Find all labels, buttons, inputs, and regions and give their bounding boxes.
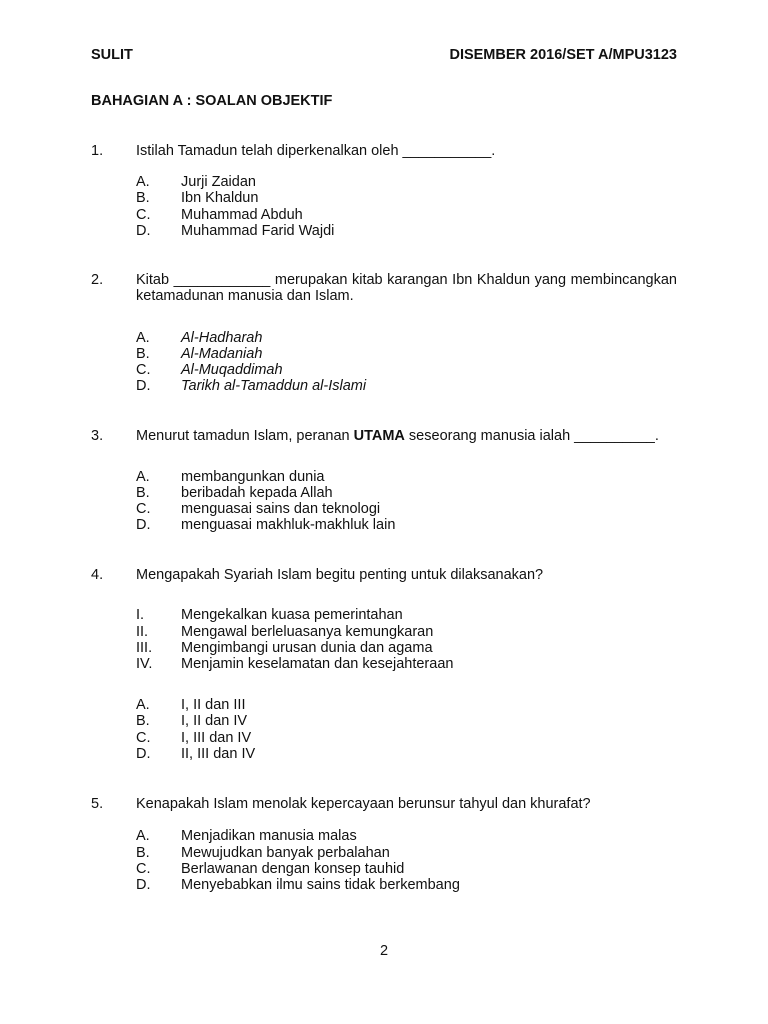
option-text: Muhammad Farid Wajdi	[181, 223, 335, 239]
option-text: Menjadikan manusia malas	[181, 828, 357, 844]
header-classification: SULIT	[91, 47, 133, 63]
option-label: D.	[136, 223, 151, 239]
option-label: B.	[136, 346, 150, 362]
option-text: Al-Muqaddimah	[181, 362, 283, 378]
option-text: Muhammad Abduh	[181, 207, 303, 223]
page-number: 2	[379, 943, 389, 959]
section-title: BAHAGIAN A : SOALAN OBJEKTIF	[91, 93, 333, 109]
option-text: menguasai sains dan teknologi	[181, 501, 381, 517]
option-text: Mewujudkan banyak perbalahan	[181, 845, 390, 861]
option-label: A.	[136, 330, 150, 346]
question-number: 2.	[91, 272, 104, 288]
option-text: Menyebabkan ilmu sains tidak berkembang	[181, 877, 460, 893]
option-label: D.	[136, 378, 151, 394]
option-label: B.	[136, 713, 150, 729]
statement-text: Menjamin keselamatan dan kesejahteraan	[181, 656, 454, 672]
option-label: B.	[136, 845, 150, 861]
option-label: D.	[136, 746, 151, 762]
option-label: A.	[136, 469, 150, 485]
option-label: A.	[136, 174, 150, 190]
question-text: Kenapakah Islam menolak kepercayaan berunsur tahyul dan khurafat?	[136, 796, 591, 812]
option-text: I, III dan IV	[181, 730, 252, 746]
option-label: C.	[136, 730, 151, 746]
option-text: I, II dan IV	[181, 713, 248, 729]
question-number: 3.	[91, 428, 104, 444]
option-label: A.	[136, 697, 150, 713]
question-text: Istilah Tamadun telah diperkenalkan oleh ___________.	[136, 143, 496, 159]
option-label: D.	[136, 517, 151, 533]
option-label: C.	[136, 207, 151, 223]
question-text	[136, 428, 677, 444]
option-text: Ibn Khaldun	[181, 190, 259, 206]
option-text: Tarikh al-Tamaddun al-Islami	[181, 378, 367, 394]
question-number: 4.	[91, 567, 104, 583]
statement-text: Mengekalkan kuasa pemerintahan	[181, 607, 403, 623]
question-number: 1.	[91, 143, 104, 159]
option-label: B.	[136, 485, 150, 501]
option-label: A.	[136, 828, 150, 844]
question-text-emphasis: UTAMA	[353, 428, 405, 444]
statement-label: III.	[136, 640, 153, 656]
statement-text: Mengimbangi urusan dunia dan agama	[181, 640, 433, 656]
question-text-start: Menurut tamadun Islam, peranan	[136, 428, 354, 444]
option-text: I, II dan III	[181, 697, 246, 713]
option-text: Berlawanan dengan konsep tauhid	[181, 861, 405, 877]
option-text: menguasai makhluk-makhluk lain	[181, 517, 396, 533]
header-exam-code: DISEMBER 2016/SET A/MPU3123	[449, 47, 677, 63]
option-text: beribadah kepada Allah	[181, 485, 333, 501]
statement-text: Mengawal berleluasanya kemungkaran	[181, 624, 434, 640]
statement-label: IV.	[136, 656, 153, 672]
option-text: Al-Hadharah	[181, 330, 263, 346]
question-text-end: seseorang manusia ialah __________.	[404, 428, 659, 444]
question-text: Mengapakah Syariah Islam begitu penting untuk dilaksanakan?	[136, 567, 544, 583]
option-text: Al-Madaniah	[181, 346, 263, 362]
option-text: membangunkan dunia	[181, 469, 325, 485]
statement-label: I.	[136, 607, 145, 623]
option-text: Jurji Zaidan	[181, 174, 256, 190]
question-number: 5.	[91, 796, 104, 812]
statement-label: II.	[136, 624, 149, 640]
option-label: C.	[136, 501, 151, 517]
question-text: Kitab ____________ merupakan kitab karangan Ibn Khaldun yang membincangkan ketamadunan manusia dan Islam.	[136, 272, 677, 304]
option-label: C.	[136, 861, 151, 877]
option-label: B.	[136, 190, 150, 206]
option-text: II, III dan IV	[181, 746, 256, 762]
option-label: C.	[136, 362, 151, 378]
option-label: D.	[136, 877, 151, 893]
